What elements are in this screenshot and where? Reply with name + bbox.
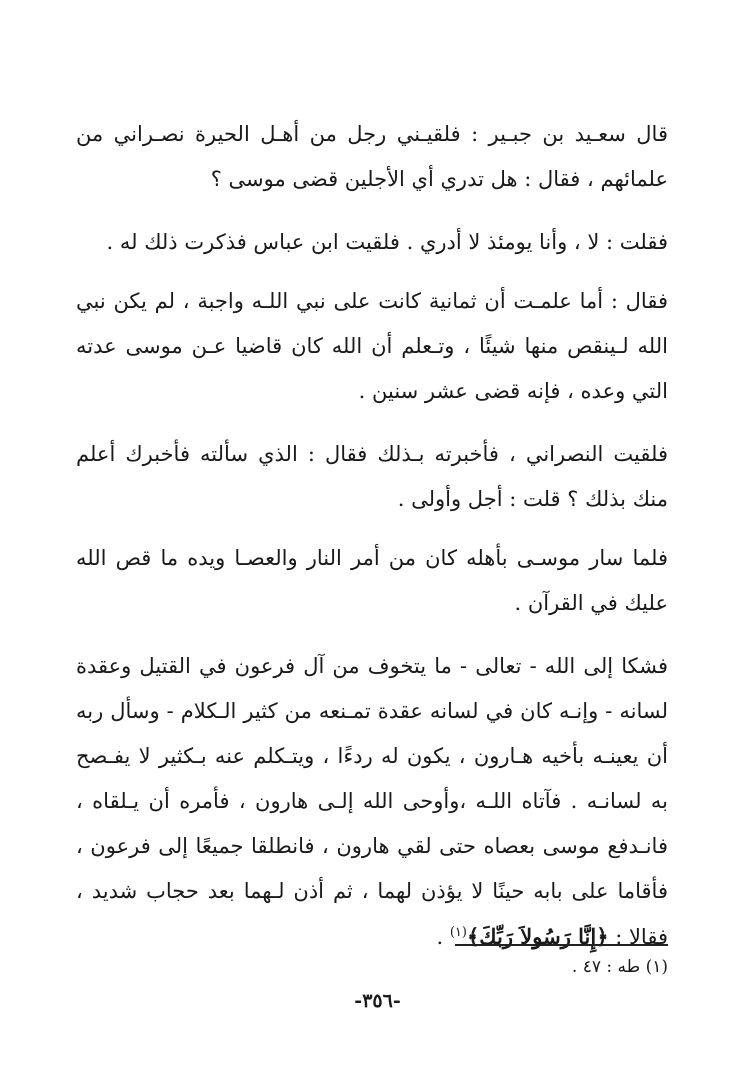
paragraph-1: قال سعـيد بن جبـير : فلقيـني رجل من أهـل الحيرة نصـراني من علمائهم ، فقال : هل تدري أي الأجلين قضى موسى ؟ <box>76 122 668 191</box>
footnote-divider <box>455 944 668 946</box>
quran-verse: ﴿إِنَّا رَسُولاَ رَبِّكَ﴾ <box>466 924 609 949</box>
body-text <box>76 112 668 978</box>
paragraph-5: فلما سار موسـى بأهله كان من أمر النار والعصـا ويده ما قص الله عليك في القرآن . <box>76 546 668 615</box>
footnote-marker: (١) <box>449 925 467 940</box>
page-number: -٣٥٦- <box>354 990 401 1012</box>
paragraph-2: فقلت : لا ، وأنا يومئذ لا أدري . فلقيت ابن عباس فذكرت ذلك له . <box>106 230 668 254</box>
paragraph-4: فلقيت النصراني ، فأخبرته بـذلك فقال : الذي سألته فأخبرك أعلم منك بذلك ؟ قلت : أجل وأولى . <box>76 442 668 511</box>
paragraph-3: فقال : أما علمـت أن ثمانية كانت على نبي اللـه واجبة ، لم يكن نبي الله لـينقص منها شيئًا ، وتـعلم أن الله كان قاضيا عـن موسى عدته التي وعده ، فإنه قضى عشر سنين . <box>76 289 668 403</box>
paragraph-6-text: فشكا إلى الله - تعالى - ما يتخوف من آل فرعون في القتيل وعقدة لسانه - وإنـه كان في لسانه عقدة تمـنعه من كثير الـكلام - وسأل ربه أن يعينـه بأخيه هـارون ، يكون له ردءًا ، ويتـكلم عنه بـكثير لا يفـصح به لسانـه . فآتاه اللـه ،وأوحى الله إلـى هارون ، فأمره أن يـلقاه ، فانـدفع موسى بعصاه حتى لقي هارون ، فانطلقا جميعًا إلى فرعون ، فأقاما على بابه حينًا لا يؤذن لهما ، ثم أذن لـهما بعد حجاب شديد ، فقالا : <box>76 654 668 949</box>
paragraph-6-ending: . <box>436 925 450 949</box>
paragraph-6 <box>76 644 668 960</box>
footnote: (١) طه : ٤٧ . <box>571 957 668 977</box>
